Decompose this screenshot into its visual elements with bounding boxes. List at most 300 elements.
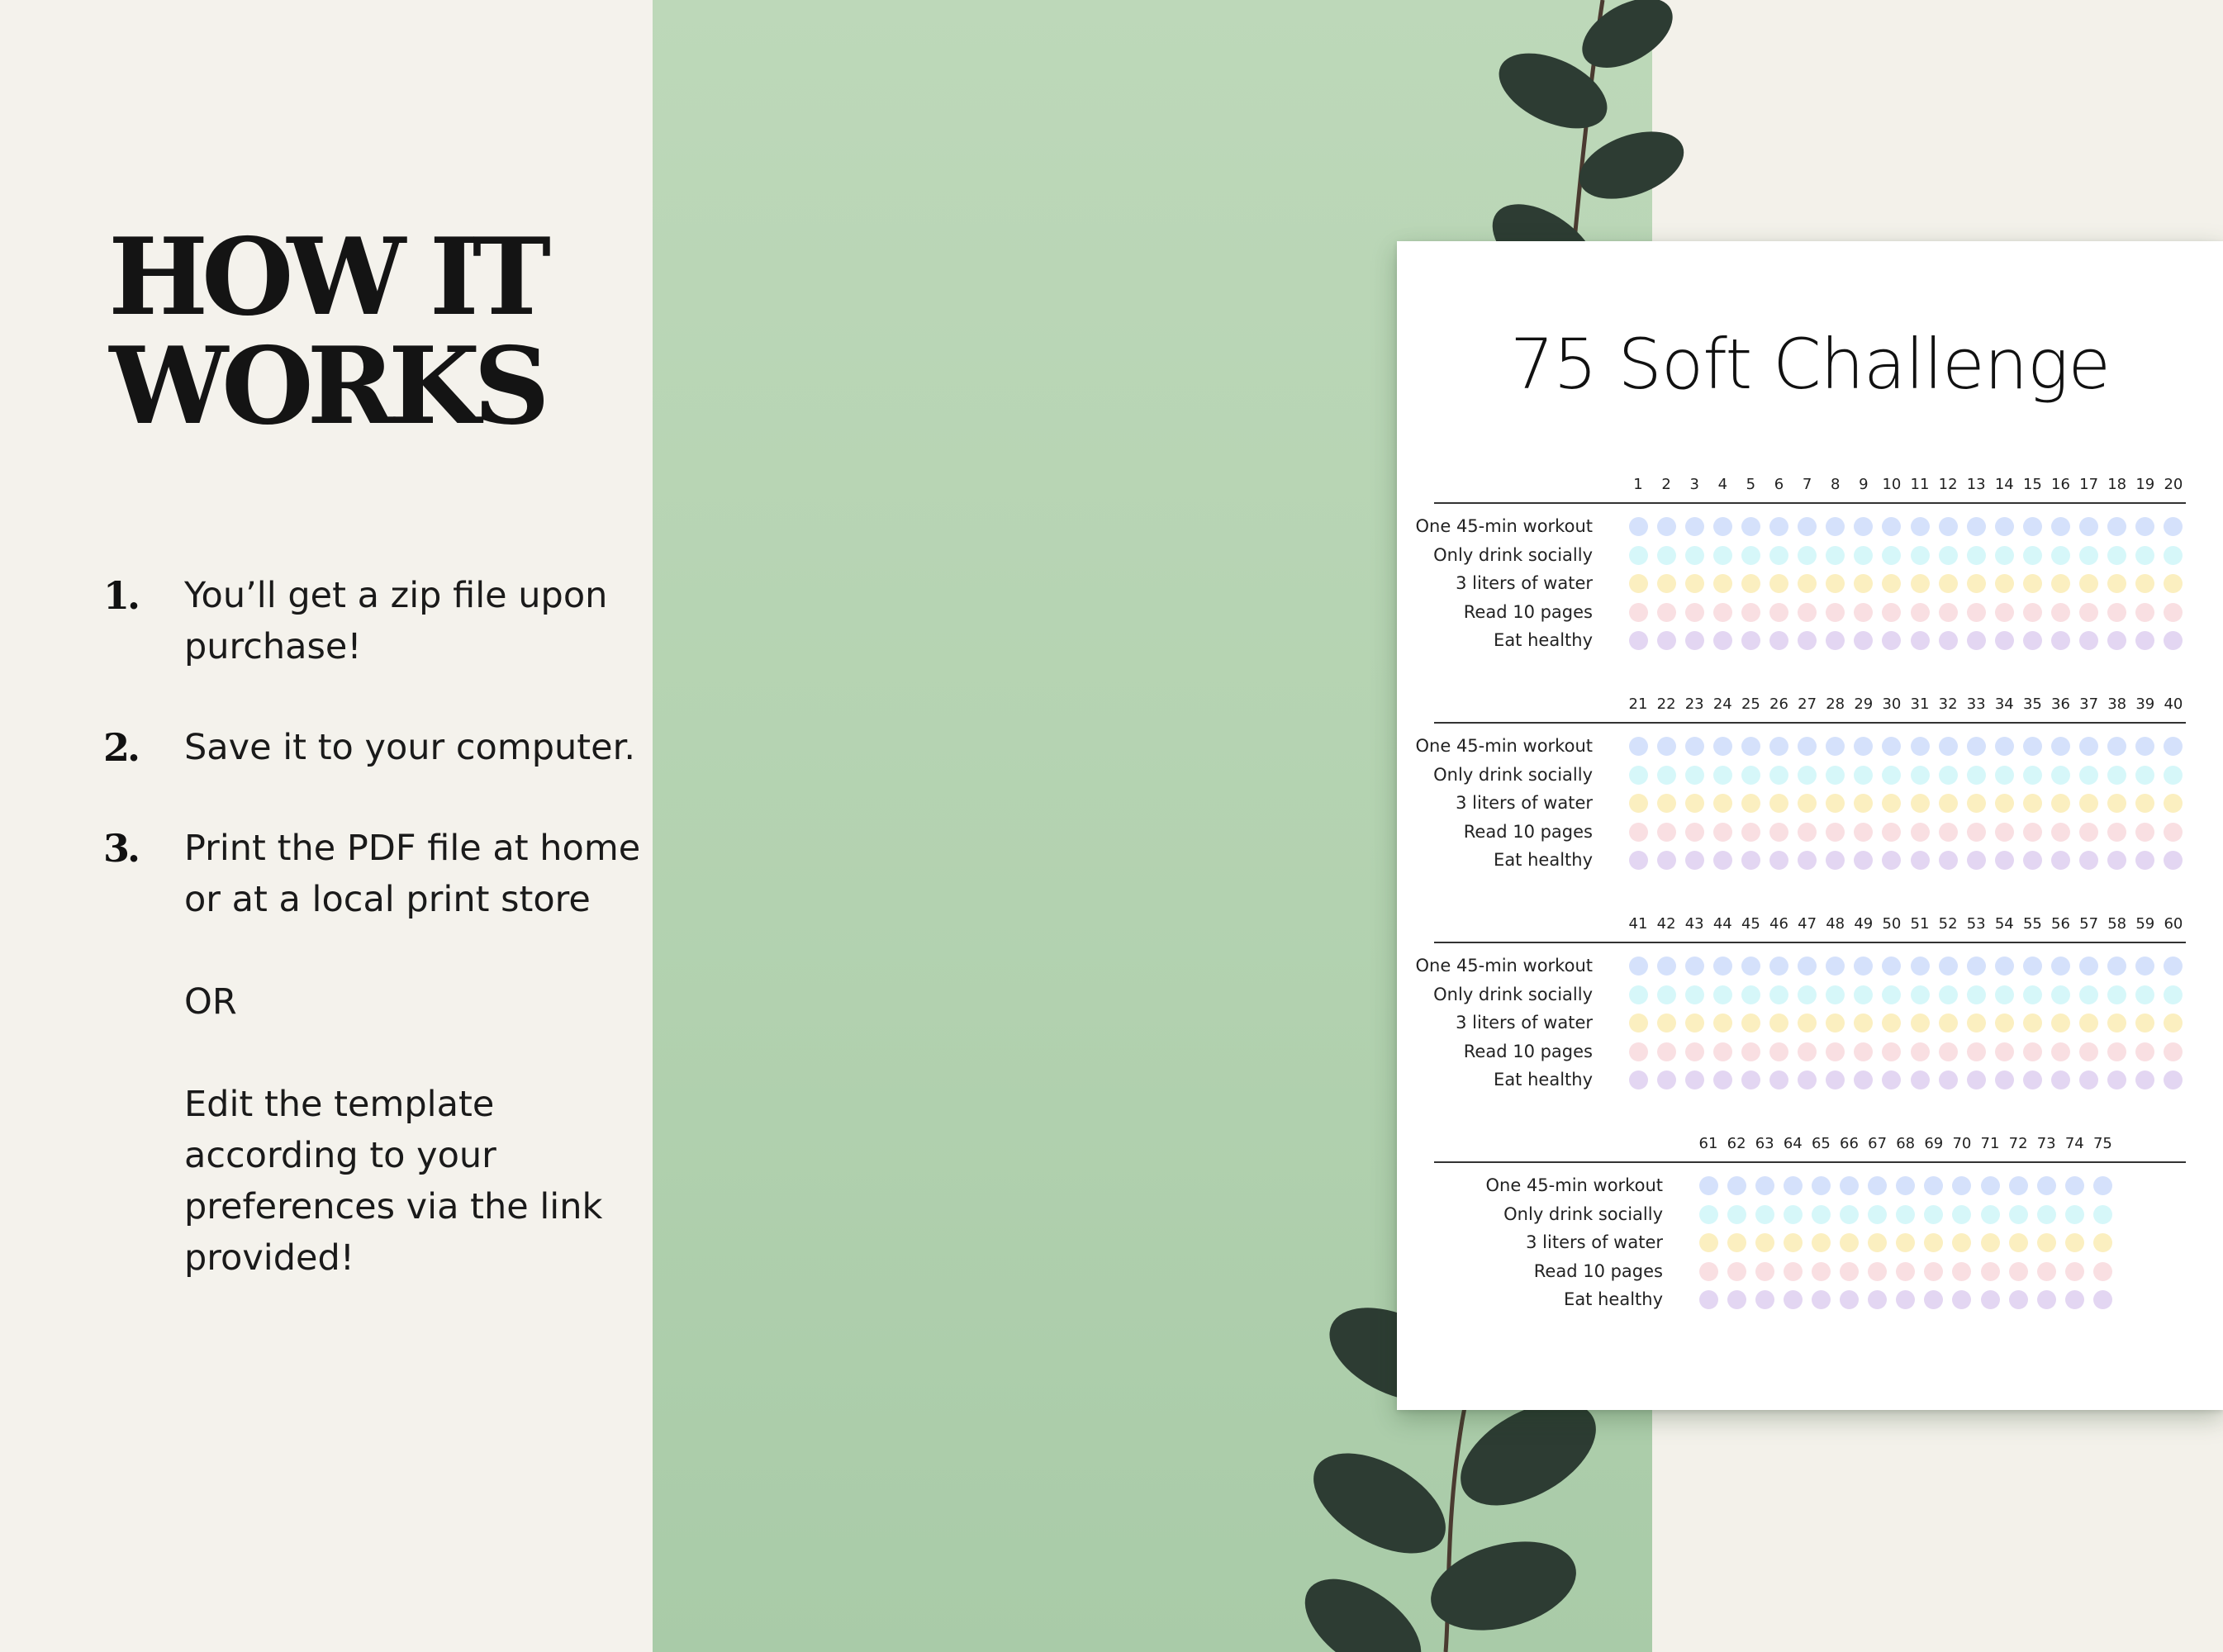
habit-checkbox-dot[interactable]: [1812, 1262, 1831, 1281]
habit-checkbox-dot[interactable]: [2009, 1205, 2028, 1224]
habit-checkbox-dot[interactable]: [2107, 1042, 2126, 1061]
habit-checkbox-dot[interactable]: [1826, 631, 1845, 650]
habit-checkbox-dot[interactable]: [1657, 1070, 1676, 1089]
habit-checkbox-dot[interactable]: [1882, 851, 1901, 870]
habit-checkbox-dot[interactable]: [1713, 851, 1732, 870]
habit-checkbox-dot[interactable]: [1784, 1262, 1803, 1281]
habit-checkbox-dot[interactable]: [1755, 1290, 1774, 1309]
habit-checkbox-dot[interactable]: [1882, 517, 1901, 536]
habit-checkbox-dot[interactable]: [1854, 766, 1873, 785]
habit-checkbox-dot[interactable]: [1896, 1176, 1915, 1195]
habit-checkbox-dot[interactable]: [2009, 1233, 2028, 1252]
habit-checkbox-dot[interactable]: [2107, 766, 2126, 785]
habit-checkbox-dot[interactable]: [2135, 985, 2154, 1004]
habit-checkbox-dot[interactable]: [1924, 1205, 1943, 1224]
habit-checkbox-dot[interactable]: [1882, 1070, 1901, 1089]
habit-checkbox-dot[interactable]: [1911, 851, 1930, 870]
habit-checkbox-dot[interactable]: [1699, 1176, 1718, 1195]
habit-checkbox-dot[interactable]: [1657, 546, 1676, 565]
habit-checkbox-dot[interactable]: [1995, 631, 2014, 650]
habit-checkbox-dot[interactable]: [1868, 1233, 1887, 1252]
habit-checkbox-dot[interactable]: [2023, 631, 2042, 650]
habit-checkbox-dot[interactable]: [1952, 1262, 1971, 1281]
habit-checkbox-dot[interactable]: [2093, 1233, 2112, 1252]
habit-checkbox-dot[interactable]: [1713, 957, 1732, 976]
habit-checkbox-dot[interactable]: [2079, 1014, 2098, 1032]
habit-checkbox-dot[interactable]: [2079, 985, 2098, 1004]
habit-checkbox-dot[interactable]: [2164, 574, 2183, 593]
habit-checkbox-dot[interactable]: [1685, 603, 1704, 622]
habit-checkbox-dot[interactable]: [2164, 985, 2183, 1004]
habit-checkbox-dot[interactable]: [1826, 546, 1845, 565]
habit-checkbox-dot[interactable]: [2051, 574, 2070, 593]
habit-checkbox-dot[interactable]: [2051, 1014, 2070, 1032]
habit-checkbox-dot[interactable]: [2079, 517, 2098, 536]
habit-checkbox-dot[interactable]: [1868, 1262, 1887, 1281]
habit-checkbox-dot[interactable]: [1911, 1070, 1930, 1089]
habit-checkbox-dot[interactable]: [1995, 1070, 2014, 1089]
habit-checkbox-dot[interactable]: [1952, 1233, 1971, 1252]
habit-checkbox-dot[interactable]: [2079, 823, 2098, 842]
habit-checkbox-dot[interactable]: [1629, 603, 1648, 622]
habit-checkbox-dot[interactable]: [1882, 737, 1901, 756]
habit-checkbox-dot[interactable]: [1840, 1176, 1859, 1195]
habit-checkbox-dot[interactable]: [1784, 1205, 1803, 1224]
habit-checkbox-dot[interactable]: [2023, 985, 2042, 1004]
habit-checkbox-dot[interactable]: [2023, 737, 2042, 756]
habit-checkbox-dot[interactable]: [1854, 574, 1873, 593]
habit-checkbox-dot[interactable]: [2135, 1042, 2154, 1061]
habit-checkbox-dot[interactable]: [1798, 1070, 1817, 1089]
habit-checkbox-dot[interactable]: [2065, 1233, 2084, 1252]
habit-checkbox-dot[interactable]: [1657, 851, 1676, 870]
habit-checkbox-dot[interactable]: [2079, 794, 2098, 813]
habit-checkbox-dot[interactable]: [2079, 957, 2098, 976]
habit-checkbox-dot[interactable]: [2051, 766, 2070, 785]
habit-checkbox-dot[interactable]: [1685, 737, 1704, 756]
habit-checkbox-dot[interactable]: [1713, 631, 1732, 650]
habit-checkbox-dot[interactable]: [2164, 737, 2183, 756]
habit-checkbox-dot[interactable]: [1812, 1176, 1831, 1195]
habit-checkbox-dot[interactable]: [1911, 603, 1930, 622]
habit-checkbox-dot[interactable]: [1826, 574, 1845, 593]
habit-checkbox-dot[interactable]: [1629, 823, 1648, 842]
habit-checkbox-dot[interactable]: [1967, 957, 1986, 976]
habit-checkbox-dot[interactable]: [2023, 957, 2042, 976]
habit-checkbox-dot[interactable]: [1741, 766, 1760, 785]
habit-checkbox-dot[interactable]: [2135, 766, 2154, 785]
habit-checkbox-dot[interactable]: [1967, 546, 1986, 565]
habit-checkbox-dot[interactable]: [1769, 1070, 1788, 1089]
habit-checkbox-dot[interactable]: [1967, 603, 1986, 622]
habit-checkbox-dot[interactable]: [1727, 1233, 1746, 1252]
habit-checkbox-dot[interactable]: [1924, 1290, 1943, 1309]
habit-checkbox-dot[interactable]: [1769, 766, 1788, 785]
habit-checkbox-dot[interactable]: [2051, 603, 2070, 622]
habit-checkbox-dot[interactable]: [2065, 1290, 2084, 1309]
habit-checkbox-dot[interactable]: [1995, 517, 2014, 536]
habit-checkbox-dot[interactable]: [1826, 957, 1845, 976]
habit-checkbox-dot[interactable]: [2023, 546, 2042, 565]
habit-checkbox-dot[interactable]: [1798, 851, 1817, 870]
habit-checkbox-dot[interactable]: [1769, 546, 1788, 565]
habit-checkbox-dot[interactable]: [1995, 603, 2014, 622]
habit-checkbox-dot[interactable]: [1826, 737, 1845, 756]
habit-checkbox-dot[interactable]: [1629, 631, 1648, 650]
habit-checkbox-dot[interactable]: [1939, 1070, 1958, 1089]
habit-checkbox-dot[interactable]: [1657, 631, 1676, 650]
habit-checkbox-dot[interactable]: [1840, 1290, 1859, 1309]
habit-checkbox-dot[interactable]: [1685, 851, 1704, 870]
habit-checkbox-dot[interactable]: [1798, 957, 1817, 976]
habit-checkbox-dot[interactable]: [1769, 574, 1788, 593]
habit-checkbox-dot[interactable]: [1685, 1070, 1704, 1089]
habit-checkbox-dot[interactable]: [2051, 1042, 2070, 1061]
habit-checkbox-dot[interactable]: [2135, 957, 2154, 976]
habit-checkbox-dot[interactable]: [1741, 957, 1760, 976]
habit-checkbox-dot[interactable]: [2023, 574, 2042, 593]
habit-checkbox-dot[interactable]: [1952, 1176, 1971, 1195]
habit-checkbox-dot[interactable]: [1699, 1290, 1718, 1309]
habit-checkbox-dot[interactable]: [1952, 1205, 1971, 1224]
habit-checkbox-dot[interactable]: [2079, 737, 2098, 756]
habit-checkbox-dot[interactable]: [1939, 766, 1958, 785]
habit-checkbox-dot[interactable]: [1629, 766, 1648, 785]
habit-checkbox-dot[interactable]: [1741, 631, 1760, 650]
habit-checkbox-dot[interactable]: [1755, 1262, 1774, 1281]
habit-checkbox-dot[interactable]: [1882, 574, 1901, 593]
habit-checkbox-dot[interactable]: [1924, 1176, 1943, 1195]
habit-checkbox-dot[interactable]: [1727, 1176, 1746, 1195]
habit-checkbox-dot[interactable]: [2135, 823, 2154, 842]
habit-checkbox-dot[interactable]: [1699, 1262, 1718, 1281]
habit-checkbox-dot[interactable]: [2023, 823, 2042, 842]
habit-checkbox-dot[interactable]: [2164, 794, 2183, 813]
habit-checkbox-dot[interactable]: [1854, 823, 1873, 842]
habit-checkbox-dot[interactable]: [1629, 957, 1648, 976]
habit-checkbox-dot[interactable]: [1967, 985, 1986, 1004]
habit-checkbox-dot[interactable]: [1713, 737, 1732, 756]
habit-checkbox-dot[interactable]: [1727, 1262, 1746, 1281]
habit-checkbox-dot[interactable]: [1713, 1042, 1732, 1061]
habit-checkbox-dot[interactable]: [1685, 517, 1704, 536]
habit-checkbox-dot[interactable]: [1798, 794, 1817, 813]
habit-checkbox-dot[interactable]: [1924, 1262, 1943, 1281]
habit-checkbox-dot[interactable]: [1826, 766, 1845, 785]
habit-checkbox-dot[interactable]: [2135, 1070, 2154, 1089]
habit-checkbox-dot[interactable]: [1699, 1205, 1718, 1224]
habit-checkbox-dot[interactable]: [2051, 517, 2070, 536]
habit-checkbox-dot[interactable]: [1967, 631, 1986, 650]
habit-checkbox-dot[interactable]: [2023, 794, 2042, 813]
habit-checkbox-dot[interactable]: [2107, 957, 2126, 976]
habit-checkbox-dot[interactable]: [2164, 603, 2183, 622]
habit-checkbox-dot[interactable]: [2164, 631, 2183, 650]
habit-checkbox-dot[interactable]: [1657, 957, 1676, 976]
habit-checkbox-dot[interactable]: [1741, 1014, 1760, 1032]
habit-checkbox-dot[interactable]: [2079, 1070, 2098, 1089]
habit-checkbox-dot[interactable]: [2107, 851, 2126, 870]
habit-checkbox-dot[interactable]: [1769, 851, 1788, 870]
habit-checkbox-dot[interactable]: [2051, 851, 2070, 870]
habit-checkbox-dot[interactable]: [1798, 1014, 1817, 1032]
habit-checkbox-dot[interactable]: [1939, 574, 1958, 593]
habit-checkbox-dot[interactable]: [1868, 1290, 1887, 1309]
habit-checkbox-dot[interactable]: [1911, 766, 1930, 785]
habit-checkbox-dot[interactable]: [2135, 546, 2154, 565]
habit-checkbox-dot[interactable]: [1657, 603, 1676, 622]
habit-checkbox-dot[interactable]: [1939, 603, 1958, 622]
habit-checkbox-dot[interactable]: [1854, 851, 1873, 870]
habit-checkbox-dot[interactable]: [2065, 1176, 2084, 1195]
habit-checkbox-dot[interactable]: [2164, 1042, 2183, 1061]
habit-checkbox-dot[interactable]: [2107, 1014, 2126, 1032]
habit-checkbox-dot[interactable]: [1812, 1233, 1831, 1252]
habit-checkbox-dot[interactable]: [1727, 1205, 1746, 1224]
habit-checkbox-dot[interactable]: [1924, 1233, 1943, 1252]
habit-checkbox-dot[interactable]: [1629, 574, 1648, 593]
habit-checkbox-dot[interactable]: [2135, 631, 2154, 650]
habit-checkbox-dot[interactable]: [1854, 737, 1873, 756]
habit-checkbox-dot[interactable]: [1741, 517, 1760, 536]
habit-checkbox-dot[interactable]: [1981, 1233, 2000, 1252]
habit-checkbox-dot[interactable]: [1826, 1014, 1845, 1032]
habit-checkbox-dot[interactable]: [2164, 1070, 2183, 1089]
habit-checkbox-dot[interactable]: [1657, 737, 1676, 756]
habit-checkbox-dot[interactable]: [1784, 1176, 1803, 1195]
habit-checkbox-dot[interactable]: [1629, 1014, 1648, 1032]
habit-checkbox-dot[interactable]: [1882, 546, 1901, 565]
habit-checkbox-dot[interactable]: [1854, 957, 1873, 976]
habit-checkbox-dot[interactable]: [1882, 1042, 1901, 1061]
habit-checkbox-dot[interactable]: [1713, 574, 1732, 593]
habit-checkbox-dot[interactable]: [1727, 1290, 1746, 1309]
habit-checkbox-dot[interactable]: [1882, 631, 1901, 650]
habit-checkbox-dot[interactable]: [2037, 1262, 2056, 1281]
habit-checkbox-dot[interactable]: [1769, 985, 1788, 1004]
habit-checkbox-dot[interactable]: [2079, 766, 2098, 785]
habit-checkbox-dot[interactable]: [1826, 517, 1845, 536]
habit-checkbox-dot[interactable]: [1784, 1290, 1803, 1309]
habit-checkbox-dot[interactable]: [2107, 517, 2126, 536]
habit-checkbox-dot[interactable]: [1685, 985, 1704, 1004]
habit-checkbox-dot[interactable]: [2135, 737, 2154, 756]
habit-checkbox-dot[interactable]: [1798, 985, 1817, 1004]
habit-checkbox-dot[interactable]: [2107, 631, 2126, 650]
habit-checkbox-dot[interactable]: [2093, 1205, 2112, 1224]
habit-checkbox-dot[interactable]: [1939, 517, 1958, 536]
habit-checkbox-dot[interactable]: [2051, 737, 2070, 756]
habit-checkbox-dot[interactable]: [1685, 766, 1704, 785]
habit-checkbox-dot[interactable]: [2051, 985, 2070, 1004]
habit-checkbox-dot[interactable]: [1967, 1042, 1986, 1061]
habit-checkbox-dot[interactable]: [1685, 823, 1704, 842]
habit-checkbox-dot[interactable]: [1868, 1205, 1887, 1224]
habit-checkbox-dot[interactable]: [1713, 766, 1732, 785]
habit-checkbox-dot[interactable]: [1995, 985, 2014, 1004]
habit-checkbox-dot[interactable]: [1826, 794, 1845, 813]
habit-checkbox-dot[interactable]: [1995, 1042, 2014, 1061]
habit-checkbox-dot[interactable]: [2023, 851, 2042, 870]
habit-checkbox-dot[interactable]: [2051, 1070, 2070, 1089]
habit-checkbox-dot[interactable]: [1826, 603, 1845, 622]
habit-checkbox-dot[interactable]: [1713, 823, 1732, 842]
habit-checkbox-dot[interactable]: [2023, 517, 2042, 536]
habit-checkbox-dot[interactable]: [1741, 1070, 1760, 1089]
habit-checkbox-dot[interactable]: [1657, 766, 1676, 785]
habit-checkbox-dot[interactable]: [1911, 574, 1930, 593]
habit-checkbox-dot[interactable]: [2009, 1176, 2028, 1195]
habit-checkbox-dot[interactable]: [1657, 985, 1676, 1004]
habit-checkbox-dot[interactable]: [1629, 985, 1648, 1004]
habit-checkbox-dot[interactable]: [1769, 1014, 1788, 1032]
habit-checkbox-dot[interactable]: [1629, 737, 1648, 756]
habit-checkbox-dot[interactable]: [1699, 1233, 1718, 1252]
habit-checkbox-dot[interactable]: [1812, 1205, 1831, 1224]
habit-checkbox-dot[interactable]: [1967, 766, 1986, 785]
habit-checkbox-dot[interactable]: [1967, 1014, 1986, 1032]
habit-checkbox-dot[interactable]: [1882, 794, 1901, 813]
habit-checkbox-dot[interactable]: [2023, 1014, 2042, 1032]
habit-checkbox-dot[interactable]: [2135, 574, 2154, 593]
habit-checkbox-dot[interactable]: [2135, 517, 2154, 536]
habit-checkbox-dot[interactable]: [2079, 574, 2098, 593]
habit-checkbox-dot[interactable]: [1868, 1176, 1887, 1195]
habit-checkbox-dot[interactable]: [1685, 631, 1704, 650]
habit-checkbox-dot[interactable]: [1995, 851, 2014, 870]
habit-checkbox-dot[interactable]: [1629, 1042, 1648, 1061]
habit-checkbox-dot[interactable]: [2037, 1176, 2056, 1195]
habit-checkbox-dot[interactable]: [1911, 1014, 1930, 1032]
habit-checkbox-dot[interactable]: [2093, 1176, 2112, 1195]
habit-checkbox-dot[interactable]: [1741, 794, 1760, 813]
habit-checkbox-dot[interactable]: [1826, 1070, 1845, 1089]
habit-checkbox-dot[interactable]: [1911, 517, 1930, 536]
habit-checkbox-dot[interactable]: [1995, 823, 2014, 842]
habit-checkbox-dot[interactable]: [1826, 823, 1845, 842]
habit-checkbox-dot[interactable]: [1896, 1262, 1915, 1281]
habit-checkbox-dot[interactable]: [1995, 546, 2014, 565]
habit-checkbox-dot[interactable]: [1685, 574, 1704, 593]
habit-checkbox-dot[interactable]: [1911, 823, 1930, 842]
habit-checkbox-dot[interactable]: [1882, 1014, 1901, 1032]
habit-checkbox-dot[interactable]: [2079, 546, 2098, 565]
habit-checkbox-dot[interactable]: [1854, 603, 1873, 622]
habit-checkbox-dot[interactable]: [1911, 737, 1930, 756]
habit-checkbox-dot[interactable]: [1713, 546, 1732, 565]
habit-checkbox-dot[interactable]: [2135, 603, 2154, 622]
habit-checkbox-dot[interactable]: [1741, 851, 1760, 870]
habit-checkbox-dot[interactable]: [1911, 631, 1930, 650]
habit-checkbox-dot[interactable]: [1995, 766, 2014, 785]
habit-checkbox-dot[interactable]: [1995, 957, 2014, 976]
habit-checkbox-dot[interactable]: [1713, 985, 1732, 1004]
habit-checkbox-dot[interactable]: [1840, 1233, 1859, 1252]
habit-checkbox-dot[interactable]: [1854, 1070, 1873, 1089]
habit-checkbox-dot[interactable]: [2009, 1290, 2028, 1309]
habit-checkbox-dot[interactable]: [2079, 1042, 2098, 1061]
habit-checkbox-dot[interactable]: [2107, 603, 2126, 622]
habit-checkbox-dot[interactable]: [2051, 631, 2070, 650]
habit-checkbox-dot[interactable]: [1882, 766, 1901, 785]
habit-checkbox-dot[interactable]: [1967, 794, 1986, 813]
habit-checkbox-dot[interactable]: [1629, 1070, 1648, 1089]
habit-checkbox-dot[interactable]: [2164, 851, 2183, 870]
habit-checkbox-dot[interactable]: [1784, 1233, 1803, 1252]
habit-checkbox-dot[interactable]: [1854, 631, 1873, 650]
habit-checkbox-dot[interactable]: [2164, 766, 2183, 785]
habit-checkbox-dot[interactable]: [1882, 957, 1901, 976]
habit-checkbox-dot[interactable]: [2107, 794, 2126, 813]
habit-checkbox-dot[interactable]: [1769, 823, 1788, 842]
habit-checkbox-dot[interactable]: [1995, 1014, 2014, 1032]
habit-checkbox-dot[interactable]: [2051, 794, 2070, 813]
habit-checkbox-dot[interactable]: [1896, 1205, 1915, 1224]
habit-checkbox-dot[interactable]: [1896, 1233, 1915, 1252]
habit-checkbox-dot[interactable]: [1896, 1290, 1915, 1309]
habit-checkbox-dot[interactable]: [1826, 851, 1845, 870]
habit-checkbox-dot[interactable]: [1769, 737, 1788, 756]
habit-checkbox-dot[interactable]: [1854, 794, 1873, 813]
habit-checkbox-dot[interactable]: [1713, 1070, 1732, 1089]
habit-checkbox-dot[interactable]: [2107, 823, 2126, 842]
habit-checkbox-dot[interactable]: [1798, 603, 1817, 622]
habit-checkbox-dot[interactable]: [1769, 957, 1788, 976]
habit-checkbox-dot[interactable]: [2037, 1205, 2056, 1224]
habit-checkbox-dot[interactable]: [1657, 517, 1676, 536]
habit-checkbox-dot[interactable]: [1840, 1262, 1859, 1281]
habit-checkbox-dot[interactable]: [1840, 1205, 1859, 1224]
habit-checkbox-dot[interactable]: [1629, 851, 1648, 870]
habit-checkbox-dot[interactable]: [1769, 794, 1788, 813]
habit-checkbox-dot[interactable]: [1755, 1176, 1774, 1195]
habit-checkbox-dot[interactable]: [1981, 1262, 2000, 1281]
habit-checkbox-dot[interactable]: [1939, 546, 1958, 565]
habit-checkbox-dot[interactable]: [1854, 1014, 1873, 1032]
habit-checkbox-dot[interactable]: [1911, 794, 1930, 813]
habit-checkbox-dot[interactable]: [2107, 1070, 2126, 1089]
habit-checkbox-dot[interactable]: [2164, 546, 2183, 565]
habit-checkbox-dot[interactable]: [1911, 1042, 1930, 1061]
habit-checkbox-dot[interactable]: [1967, 574, 1986, 593]
habit-checkbox-dot[interactable]: [2051, 957, 2070, 976]
habit-checkbox-dot[interactable]: [2065, 1262, 2084, 1281]
habit-checkbox-dot[interactable]: [1981, 1176, 2000, 1195]
habit-checkbox-dot[interactable]: [2037, 1290, 2056, 1309]
habit-checkbox-dot[interactable]: [2164, 1014, 2183, 1032]
habit-checkbox-dot[interactable]: [1798, 517, 1817, 536]
habit-checkbox-dot[interactable]: [2135, 794, 2154, 813]
habit-checkbox-dot[interactable]: [1854, 517, 1873, 536]
habit-checkbox-dot[interactable]: [2065, 1205, 2084, 1224]
habit-checkbox-dot[interactable]: [1939, 957, 1958, 976]
habit-checkbox-dot[interactable]: [1629, 517, 1648, 536]
habit-checkbox-dot[interactable]: [1967, 823, 1986, 842]
habit-checkbox-dot[interactable]: [1713, 603, 1732, 622]
habit-checkbox-dot[interactable]: [1995, 574, 2014, 593]
habit-checkbox-dot[interactable]: [2079, 851, 2098, 870]
habit-checkbox-dot[interactable]: [1798, 823, 1817, 842]
habit-checkbox-dot[interactable]: [2093, 1262, 2112, 1281]
habit-checkbox-dot[interactable]: [2037, 1233, 2056, 1252]
habit-checkbox-dot[interactable]: [1755, 1233, 1774, 1252]
habit-checkbox-dot[interactable]: [1911, 985, 1930, 1004]
habit-checkbox-dot[interactable]: [1939, 1014, 1958, 1032]
habit-checkbox-dot[interactable]: [1769, 1042, 1788, 1061]
habit-checkbox-dot[interactable]: [2164, 823, 2183, 842]
habit-checkbox-dot[interactable]: [1741, 546, 1760, 565]
habit-checkbox-dot[interactable]: [2051, 546, 2070, 565]
